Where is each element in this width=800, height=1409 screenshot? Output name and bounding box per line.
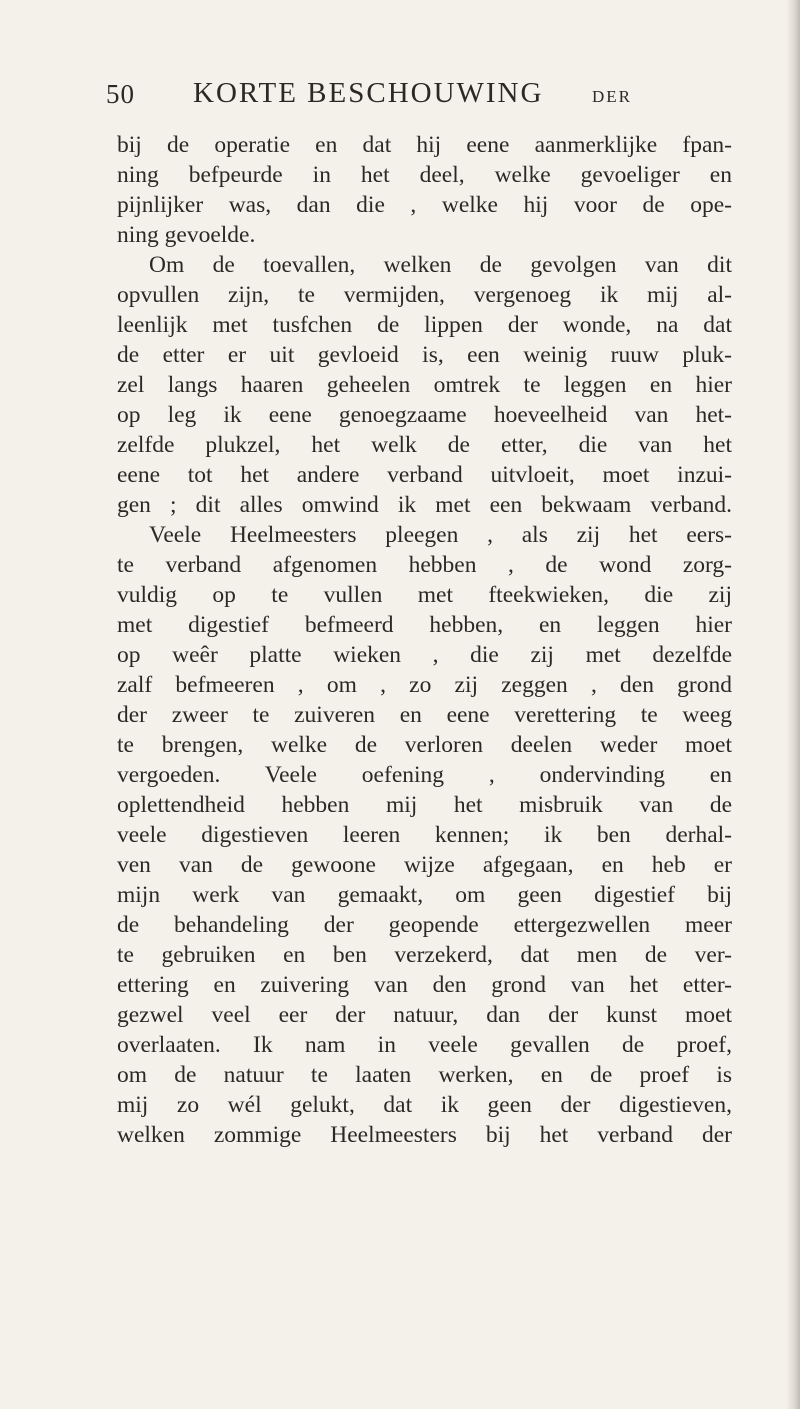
body-text bbox=[117, 130, 732, 1150]
text-line: zelfde plukzel, het welk de etter, die van het bbox=[117, 432, 732, 458]
text-line: de behandeling der geopende ettergezwellen meer bbox=[117, 912, 732, 938]
text-line: vuldig op te vullen met fteekwieken, die zij bbox=[117, 582, 732, 608]
text-line: eene tot het andere verband uitvloeit, moet inzui- bbox=[117, 462, 732, 488]
text-line: ettering en zuivering van den grond van het etter- bbox=[117, 972, 732, 998]
text-line: op leg ik eene genoegzaame hoeveelheid van het- bbox=[117, 402, 732, 428]
text-line: mijn werk van gemaakt, om geen digestief bij bbox=[117, 882, 732, 908]
text-line: bij de operatie en dat hij eene aanmerklijke fpan- bbox=[117, 132, 732, 158]
text-line: leenlijk met tusfchen de lippen der wonde, na dat bbox=[117, 312, 732, 338]
text-line: pijnlijker was, dan die , welke hij voor de ope- bbox=[117, 192, 732, 218]
text-line: mij zo wél gelukt, dat ik geen der digestieven, bbox=[117, 1092, 732, 1118]
running-title-suffix: DER bbox=[592, 87, 632, 106]
text-line: overlaaten. Ik nam in veele gevallen de proef, bbox=[117, 1032, 732, 1058]
text-line: veele digestieven leeren kennen; ik ben derhal- bbox=[117, 822, 732, 848]
running-header bbox=[106, 75, 706, 115]
text-line: vergoeden. Veele oefening , ondervinding en bbox=[117, 762, 732, 788]
page-edge-shadow bbox=[786, 0, 800, 1409]
text-line: der zweer te zuiveren en eene verettering te weeg bbox=[117, 702, 732, 728]
text-line: ning befpeurde in het deel, welke gevoeliger en bbox=[117, 162, 732, 188]
text-line: gezwel veel eer der natuur, dan der kunst moet bbox=[117, 1002, 732, 1028]
text-line: Om de toevallen, welken de gevolgen van dit bbox=[149, 252, 732, 278]
text-line: te verband afgenomen hebben , de wond zorg- bbox=[117, 552, 732, 578]
text-line: te brengen, welke de verloren deelen weder moet bbox=[117, 732, 732, 758]
text-line: te gebruiken en ben verzekerd, dat men de ver- bbox=[117, 942, 732, 968]
text-line: zalf befmeeren , om , zo zij zeggen , den grond bbox=[117, 672, 732, 698]
text-line: gen ; dit alles omwind ik met een bekwaam verband. bbox=[117, 492, 732, 518]
text-line: zel langs haaren geheelen omtrek te leggen en hier bbox=[117, 372, 732, 398]
text-line: op weêr platte wieken , die zij met dezelfde bbox=[117, 642, 732, 668]
text-line: Veele Heelmeesters pleegen , als zij het eers- bbox=[149, 522, 732, 548]
text-line: ven van de gewoone wijze afgegaan, en heb er bbox=[117, 852, 732, 878]
text-line: opvullen zijn, te vermijden, vergenoeg ik mij al- bbox=[117, 282, 732, 308]
text-line: met digestief befmeerd hebben, en leggen hier bbox=[117, 612, 732, 638]
text-line: ning gevoelde. bbox=[117, 222, 256, 248]
text-line: om de natuur te laaten werken, en de proef is bbox=[117, 1062, 732, 1088]
page-number: 50 bbox=[106, 79, 135, 109]
text-line: de etter er uit gevloeid is, een weinig ruuw pluk- bbox=[117, 342, 732, 368]
text-line: welken zommige Heelmeesters bij het verband der bbox=[117, 1122, 732, 1148]
text-line: oplettendheid hebben mij het misbruik van de bbox=[117, 792, 732, 818]
running-title: KORTE BESCHOUWING bbox=[193, 77, 544, 109]
